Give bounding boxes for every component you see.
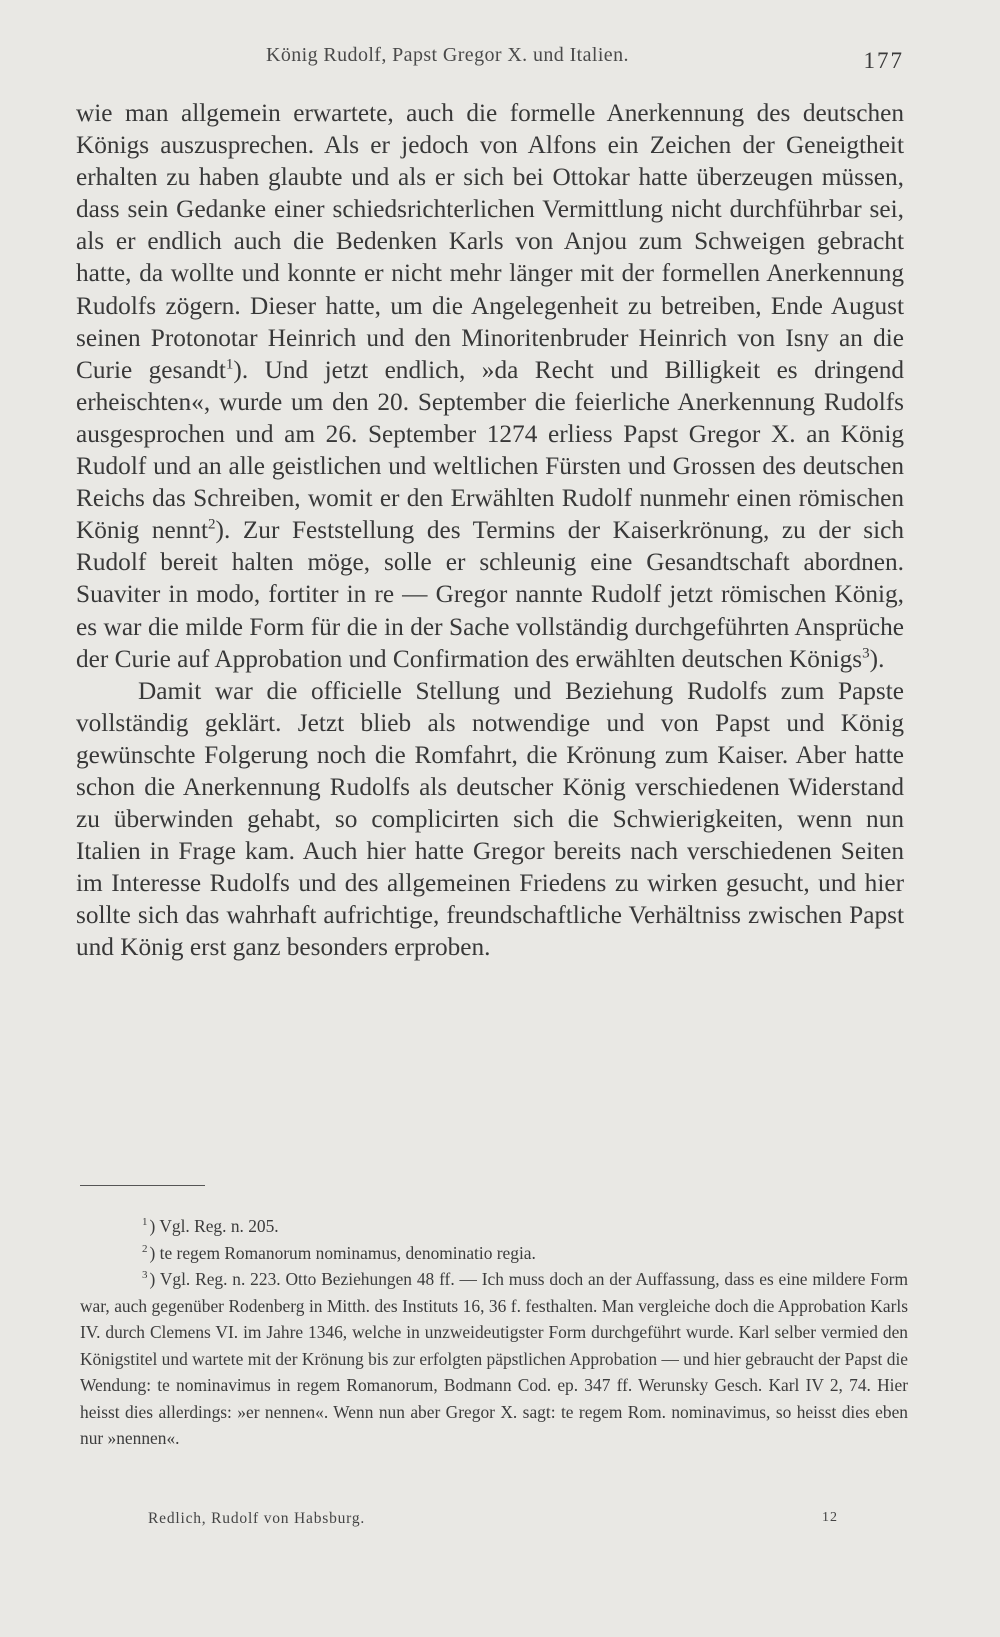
sheet-number: 12 [822, 1510, 838, 1525]
page-header [76, 40, 904, 80]
paragraph-text: Damit war die officielle Stellung und Beziehung Rudolfs zum Papste vollständig geklärt. Jetzt blieb als notwendige und von Papst und König gewünschte Folgerung noch die Romfahrt, die Krönung zum Kaiser. Aber hatte schon die Anerkennung Rudolfs als deutscher König verschiedenen Widerstand zu überwinden gehabt, so complicirten sich die Schwierigkeiten, wenn nun Italien in Frage kam. Auch hier hatte Gregor bereits nach verschiedenen Seiten im Interesse Rudolfs und des allgemeinen Friedens zu wirken gesucht, und hier sollte sich das wahrhaft aufrichtige, freundschaftliche Verhältniss zwischen Papst und König erst ganz besonders erproben. [76, 676, 904, 962]
signature-line [148, 1510, 838, 1538]
footnote-separator [80, 1185, 205, 1186]
footnote-marker: 1 [142, 1216, 148, 1229]
footnote-marker: 2 [142, 1242, 148, 1255]
footnote-1 [80, 1213, 908, 1240]
page-number: 177 [863, 48, 904, 73]
footnote-text: ) Vgl. Reg. n. 223. Otto Beziehungen 48 ff. — Ich muss doch an der Auffassung, dass es eine mildere Form war, auch gegenüber Rodenberg in Mitth. des Instituts 16, 36 f. festhalten. Man vergleiche doch die Approbation Karls IV. durch Clemens VI. im Jahre 1346, welche in unzweideutigster Form durchgeführt wurde. Karl selber vermied den Königstitel und wartete mit der Krönung bis zur erfolgten päpstlichen Approbation — und hier gebraucht der Papst die Wendung: te nominavimus in regem Romanorum, Bodmann Cod. ep. 347 ff. Werunsky Gesch. Karl IV 2, 74. Hier heisst dies allerdings: »er nennen«. Wenn nun aber Gregor X. sagt: te regem Rom. nominavimus, so heisst dies eben nur »nennen«. [80, 1269, 908, 1448]
running-head: König Rudolf, Papst Gregor X. und Italien. [266, 44, 629, 66]
footnote-reference: 3 [862, 645, 870, 662]
paragraph-text: ). Zur Feststellung des Termins der Kaiserkrönung, zu der sich Rudolf bereit halten möge, solle er schleunig eine Gesandtschaft abordnen. Suaviter in modo, fortiter in re — Gregor nannte Rudolf jetzt römischen König, es war die milde Form für die in der Sache vollständig durchgeführten Ansprüche der Curie auf Approbation und Confirmation des erwählten deutschen Königs [76, 516, 904, 673]
footnote-reference: 2 [208, 516, 216, 533]
paragraph [76, 675, 904, 964]
footnote-text: ) te regem Romanorum nominamus, denominatio regia. [149, 1242, 536, 1263]
paragraph-text: ). [869, 644, 885, 673]
signature-author: Redlich, Rudolf von Habsburg. [148, 1510, 366, 1527]
main-text [76, 97, 904, 964]
footnote-2 [80, 1240, 908, 1267]
footnote-text: ) Vgl. Reg. n. 205. [149, 1216, 279, 1236]
footnote-reference: 1 [225, 356, 234, 373]
footnotes [80, 1213, 908, 1452]
footnote-3 [80, 1266, 908, 1452]
paragraph [76, 97, 904, 675]
paragraph-text: ). Und jetzt endlich, »da Recht und Billigkeit es dringend erheischten«, wurde um den 20. September die feierliche Anerkennung Rudolfs ausgesprochen und am 26. September 1274 erliess Papst Gregor X. an König Rudolf und an alle geistlichen und weltlichen Fürsten und Grossen des deutschen Reichs das Schreiben, womit er den Erwählten Rudolf nunmehr einen römischen König nennt [76, 355, 904, 545]
footnote-marker: 3 [142, 1269, 148, 1282]
paragraph-text: wie man allgemein erwartete, auch die formelle Anerkennung des deutschen Königs auszusprechen. Als er jedoch von Alfons ein Zeichen der Geneigtheit erhalten zu haben glaubte und als er sich bei Ottokar hatte überzeugen müssen, dass sein Gedanke einer schiedsrichterlichen Vermittlung nicht durchführbar sei, als er endlich auch die Bedenken Karls von Anjou zum Schweigen gebracht hatte, da wollte und konnte er nicht mehr länger mit der formellen Anerkennung Rudolfs zögern. Dieser hatte, um die Angelegenheit zu betreiben, Ende August seinen Protonotar Heinrich und den Minoritenbruder Heinrich von Isny an die Curie gesandt [76, 99, 904, 384]
